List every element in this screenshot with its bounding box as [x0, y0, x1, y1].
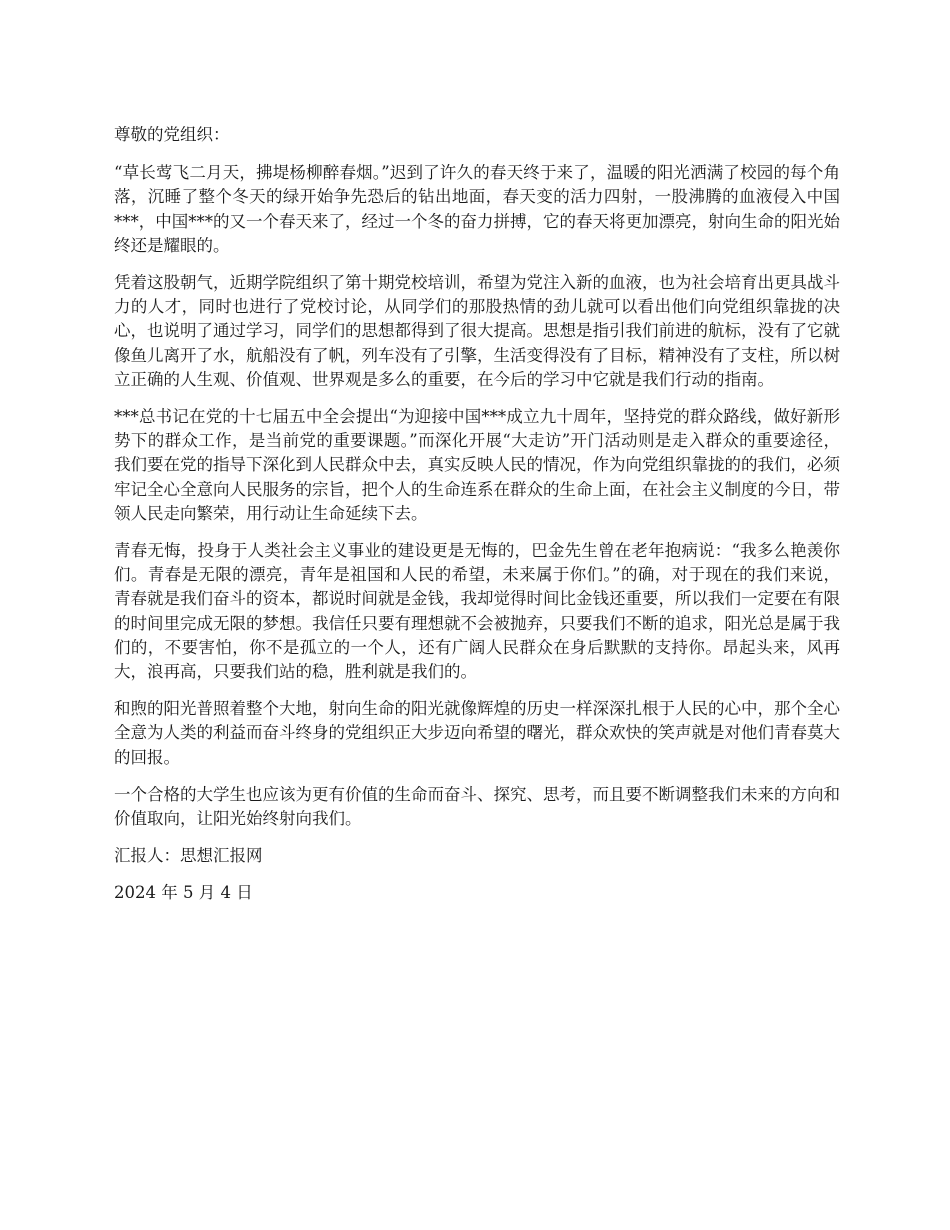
date-line: 2024 年 5 月 4 日 [114, 883, 253, 903]
paragraph-5: 和煦的阳光普照着整个大地，射向生命的阳光就像辉煌的历史一样深深扎根于人民的心中，那个全心全意为人类的利益而奋斗终身的党组织正大步迈向希望的曙光，群众欢快的笑声就是对他们青春莫大的回报。 [114, 699, 840, 767]
reporter-line: 汇报人：思想汇报网 [114, 846, 263, 866]
paragraph-6: 一个合格的大学生也应该为更有价值的生命而奋斗、探究、思考，而且要不断调整我们未来的方向和价值取向，让阳光始终射向我们。 [114, 784, 840, 829]
paragraph-3: ***总书记在党的十七届五中全会提出“为迎接中国***成立九十周年，坚持党的群众路线，做好新形势下的群众工作，是当前党的重要课题。”而深化开展“大走访”开门活动则是走入群众的重要途径，我们要在党的指导下深化到人民群众中去，真实反映人民的情况，作为向党组织靠拢的的我们，必须牢记全心全意向人民服务的宗旨，把个人的生命连系在群众的生命上面，在社会主义制度的今日，带领人民走向繁荣，用行动让生命延续下去。 [114, 407, 840, 523]
paragraph-2: 凭着这股朝气，近期学院组织了第十期党校培训，希望为党注入新的血液，也为社会培育出更具战斗力的人才，同时也进行了党校讨论，从同学们的那股热情的劲儿就可以看出他们向党组织靠拢的决心，也说明了通过学习，同学们的思想都得到了很大提高。思想是指引我们前进的航标，没有了它就像鱼儿离开了水，航船没有了帆，列车没有了引擎，生活变得没有了目标，精神没有了支柱，所以树立正确的人生观、价值观、世界观是多么的重要，在今后的学习中它就是我们行动的指南。 [114, 273, 840, 389]
salutation: 尊敬的党组织： [114, 125, 230, 144]
paragraph-1: “草长莺飞二月天，拂堤杨柳醉春烟。”迟到了许久的春天终于来了，温暖的阳光洒满了校园的每个角落，沉睡了整个冬天的绿开始争先恐后的钻出地面，春天变的活力四射，一股沸腾的血液侵入中国***，中国***的又一个春天来了，经过一个冬的奋力拼搏，它的春天将更加漂亮，射向生命的阳光始终还是耀眼的。 [114, 163, 840, 255]
paragraph-4: 青春无悔，投身于人类社会主义事业的建设更是无悔的，巴金先生曾在老年抱病说：“我多么艳羡你们。青春是无限的漂亮，青年是祖国和人民的希望，未来属于你们。”的确，对于现在的我们来说，青春就是我们奋斗的资本，都说时间就是金钱，我却觉得时间比金钱还重要，所以我们一定要在有限的时间里完成无限的梦想。我信任只要有理想就不会被抛弃，只要我们不断的追求，阳光总是属于我们的，不要害怕，你不是孤立的一个人，还有广阔人民群众在身后默默的支持你。昂起头来，风再大，浪再高，只要我们站的稳，胜利就是我们的。 [114, 541, 840, 682]
document-page [114, 123, 840, 919]
